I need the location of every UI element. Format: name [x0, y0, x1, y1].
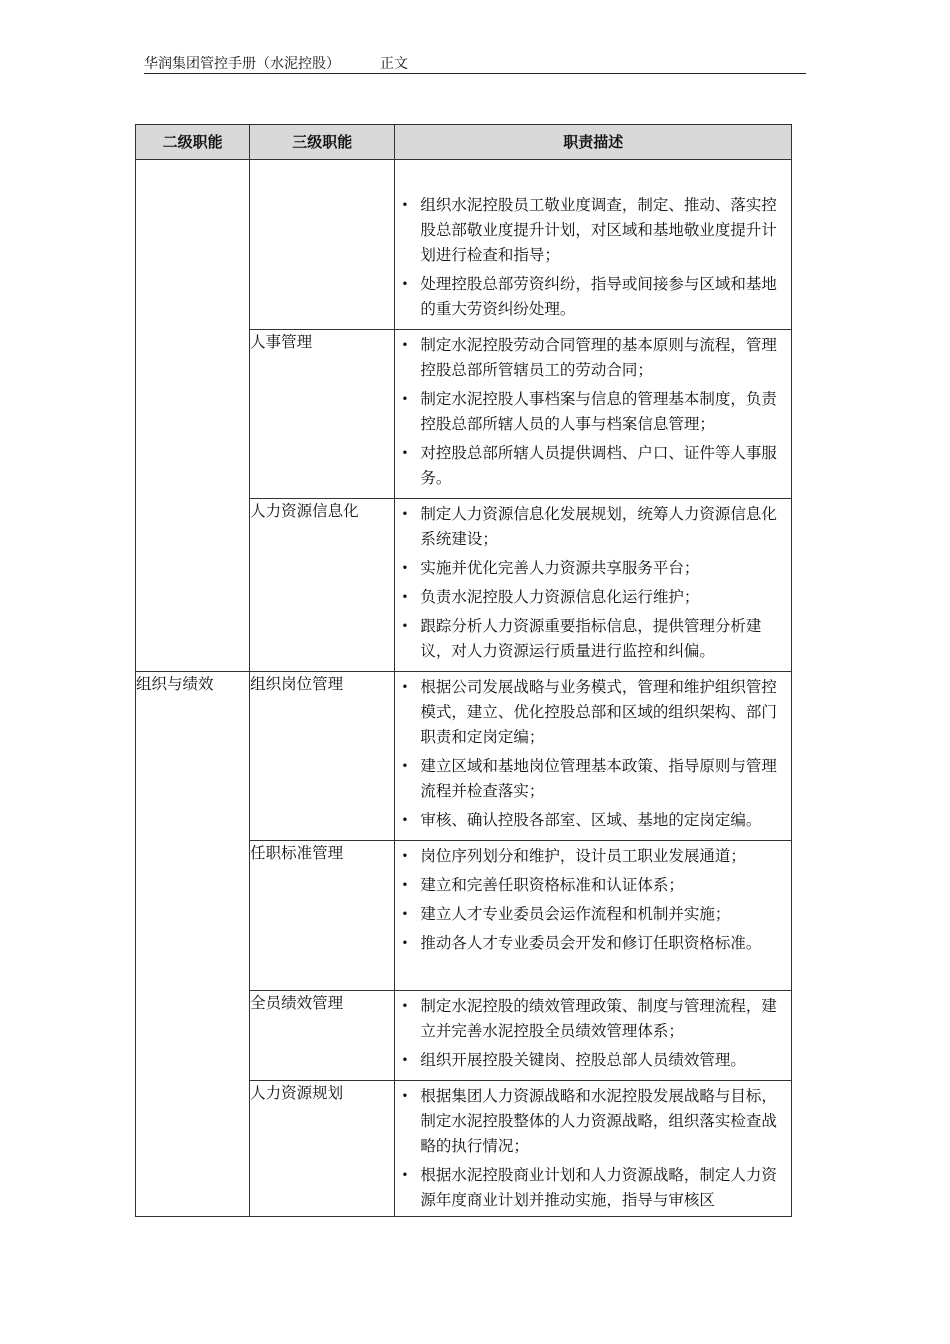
duty-item: • 制定水泥控股人事档案与信息的管理基本制度，负责控股总部所辖人员的人事与档案信息管理；	[395, 387, 785, 437]
level3-cell	[250, 330, 395, 499]
level3-cell	[250, 841, 395, 991]
duty-item: • 跟踪分析人力资源重要指标信息，提供管理分析建议，对人力资源运行质量进行监控和纠偏。	[395, 614, 785, 664]
document-title: 华润集团管控手册（水泥控股）	[144, 56, 340, 72]
duty-item: • 推动各人才专业委员会开发和修订任职资格标准。	[395, 931, 785, 956]
duty-table	[135, 124, 792, 1217]
duty-item: • 负责水泥控股人力资源信息化运行维护；	[395, 585, 785, 610]
duties-cell	[395, 160, 792, 330]
level2-label: 组织与绩效	[136, 675, 214, 693]
level3-cell	[250, 1081, 395, 1217]
column-header-level3: 三级职能	[250, 125, 395, 160]
duty-list	[395, 330, 791, 498]
table-row	[136, 160, 792, 330]
duty-item: • 建立区域和基地岗位管理基本政策、指导原则与管理流程并检查落实；	[395, 754, 785, 804]
level3-label: 全员绩效管理	[250, 994, 344, 1012]
table-row	[136, 672, 792, 841]
level3-cell	[250, 160, 395, 330]
duty-item: • 制定水泥控股的绩效管理政策、制度与管理流程，建立并完善水泥控股全员绩效管理体系；	[395, 994, 785, 1044]
duties-cell	[395, 991, 792, 1081]
level3-label: 人力资源规划	[250, 1084, 344, 1102]
duties-cell	[395, 330, 792, 499]
duty-item: • 建立人才专业委员会运作流程和机制并实施；	[395, 902, 785, 927]
level3-label: 任职标准管理	[250, 844, 344, 862]
duties-cell	[395, 672, 792, 841]
duty-item: • 制定水泥控股劳动合同管理的基本原则与流程，管理控股总部所管辖员工的劳动合同；	[395, 333, 785, 383]
duty-item: • 根据公司发展战略与业务模式，管理和维护组织管控模式，建立、优化控股总部和区域的组织架构、部门职责和定岗定编；	[395, 675, 785, 750]
duty-list	[395, 672, 791, 840]
duty-list	[395, 841, 791, 963]
level3-cell	[250, 672, 395, 841]
duty-list	[395, 160, 791, 329]
duties-cell	[395, 841, 792, 991]
duty-item: • 岗位序列划分和维护，设计员工职业发展通道；	[395, 844, 785, 869]
column-header-level2: 二级职能	[136, 125, 250, 160]
level3-cell	[250, 991, 395, 1081]
duty-list	[395, 499, 791, 671]
level2-cell	[136, 672, 250, 1217]
duty-item: • 组织开展控股关键岗、控股总部人员绩效管理。	[395, 1048, 785, 1073]
duty-item: • 建立和完善任职资格标准和认证体系；	[395, 873, 785, 898]
level2-cell	[136, 160, 250, 672]
duty-item: • 制定人力资源信息化发展规划，统筹人力资源信息化系统建设；	[395, 502, 785, 552]
duty-list	[395, 1081, 791, 1216]
duty-item: • 对控股总部所辖人员提供调档、户口、证件等人事服务。	[395, 441, 785, 491]
level3-label: 人事管理	[250, 333, 313, 351]
level3-cell	[250, 499, 395, 672]
page-header	[144, 55, 806, 74]
duty-item: • 处理控股总部劳资纠纷，指导或间接参与区域和基地的重大劳资纠纷处理。	[395, 272, 785, 322]
duty-item: • 根据水泥控股商业计划和人力资源战略，制定人力资源年度商业计划并推动实施，指导与审核区	[395, 1163, 785, 1213]
duties-cell	[395, 1081, 792, 1217]
table-header-row	[136, 125, 792, 160]
column-header-duties: 职责描述	[395, 125, 792, 160]
document-section: 正文	[380, 56, 408, 72]
level3-label: 人力资源信息化	[250, 502, 359, 520]
duties-cell	[395, 499, 792, 672]
duty-item: • 根据集团人力资源战略和水泥控股发展战略与目标，制定水泥控股整体的人力资源战略，组织落实检查战略的执行情况；	[395, 1084, 785, 1159]
duty-list	[395, 991, 791, 1080]
level3-label: 组织岗位管理	[250, 675, 344, 693]
duty-item: • 审核、确认控股各部室、区域、基地的定岗定编。	[395, 808, 785, 833]
duty-item: • 组织水泥控股员工敬业度调查，制定、推动、落实控股总部敬业度提升计划，对区域和基地敬业度提升计划进行检查和指导；	[395, 193, 785, 268]
duty-item: • 实施并优化完善人力资源共享服务平台；	[395, 556, 785, 581]
